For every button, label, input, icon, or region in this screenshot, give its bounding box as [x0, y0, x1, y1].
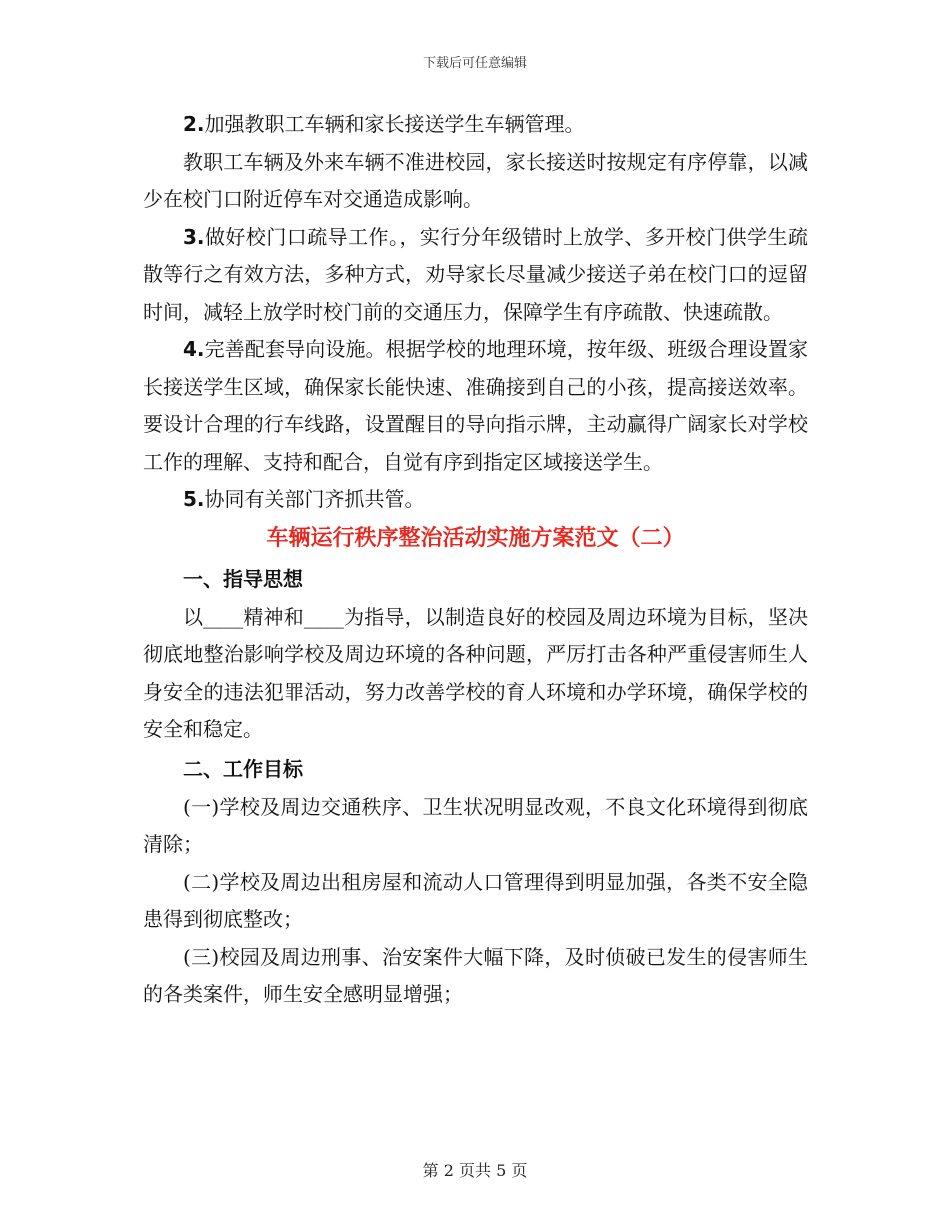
- item-2-number: 2.: [183, 112, 205, 136]
- item-5-number: 5.: [183, 487, 205, 511]
- item-2-title: [143, 106, 808, 144]
- item-4-number: 4.: [183, 337, 205, 361]
- goal-2-paragraph: (二)学校及周边出租房屋和流动人口管理得到明显加强，各类不安全隐患得到彻底整改；: [143, 869, 808, 931]
- page-number: 第 2 页共 5 页: [422, 1161, 528, 1180]
- section-title: 车辆运行秩序整治活动实施方案范文（二）: [266, 525, 685, 551]
- guiding-ideology-paragraph: 以____精神和____为指导，以制造良好的校园及周边环境为目标，坚决彻底地整治影响学校及周边环境的各种问题，严厉打击各种严重侵害师生人身安全的违法犯罪活动，努力改善学校的育人环境和办学环境，确保学校的安全和稳定。: [143, 604, 808, 741]
- item-4-paragraph: [143, 331, 808, 481]
- item-4-text: 完善配套导向设施。根据学校的地理环境，按年级、班级合理设置家长接送学生区域，确保家长能快速、准确接到自己的小孩，提高接送效率。要设计合理的行车线路，设置醒目的导向指示牌，主动赢得广阔家长对学校工作的理解、支持和配合，自觉有序到指定区域接送学生。: [143, 337, 808, 474]
- heading-guiding-ideology: 一、指导思想: [183, 566, 303, 591]
- heading-work-goals: 二、工作目标: [183, 756, 303, 781]
- item-3-number: 3.: [183, 224, 205, 249]
- item-5-paragraph: [143, 481, 808, 519]
- item-3-text: 做好校门口疏导工作。，实行分年级错时上放学、多开校门供学生疏散等行之有效方法，多种方式，劝导家长尽量减少接送子弟在校门口的逗留时间，减轻上放学时校门前的交通压力，保障学生有序疏散、快速疏散。: [143, 224, 808, 324]
- item-2-title-text: 加强教职工车辆和家长接送学生车辆管理。: [204, 112, 585, 136]
- document-body: [143, 106, 808, 1014]
- goal-3-paragraph: (三)校园及周边刑事、治安案件大幅下降，及时侦破已发生的侵害师生的各类案件，师生安全感明显增强；: [143, 944, 808, 1006]
- item-3-paragraph: [143, 219, 808, 332]
- page-header-note: 下载后可任意编辑: [422, 56, 527, 71]
- item-5-text: 协同有关部门齐抓共管。: [204, 487, 425, 511]
- item-2-body: 教职工车辆及外来车辆不准进校园，家长接送时按规定有序停靠，以减少在校门口附近停车对交通造成影响。: [143, 149, 808, 211]
- goal-1-paragraph: (一)学校及周边交通秩序、卫生状况明显改观，不良文化环境得到彻底清除；: [143, 794, 808, 856]
